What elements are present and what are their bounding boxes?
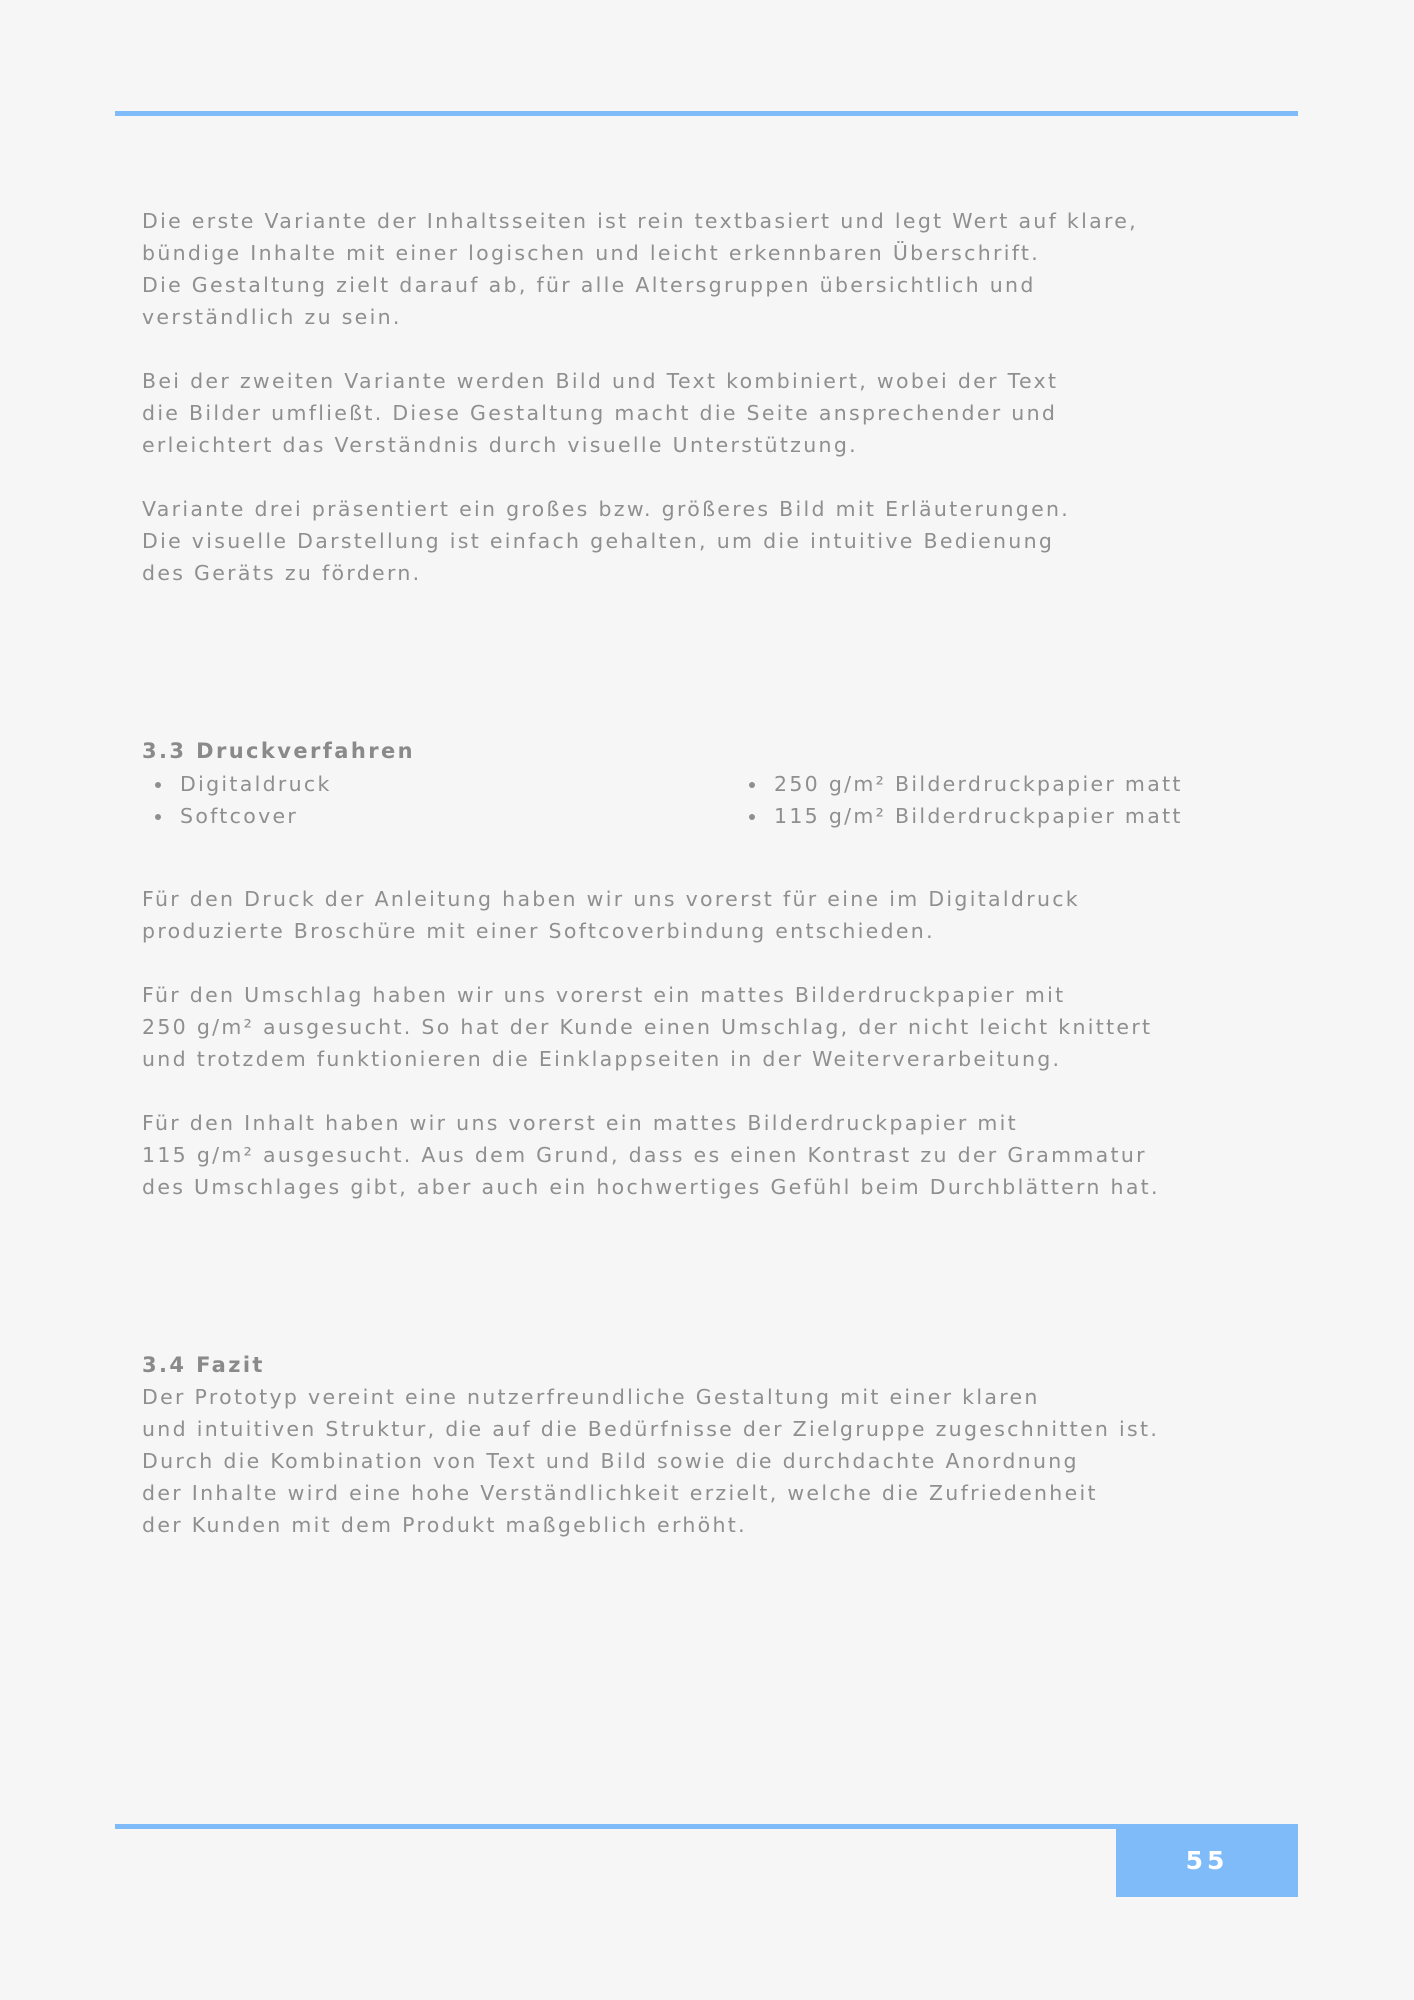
druck-paragraph-2: Für den Umschlag haben wir uns vorerst ein mattes Bilderdruckpapier mit 250 g/m² ausgesucht. So hat der Kunde einen Umschlag, der nicht leicht knittert und trotzdem funktionieren die Einklappseiten in der Weiterverarbeitung. bbox=[142, 983, 1153, 1071]
list-item: 250 g/m² Bilderdruckpapier matt bbox=[736, 768, 1183, 800]
intro-paragraph-1: Die erste Variante der Inhaltsseiten ist rein textbasiert und legt Wert auf klare, bündige Inhalte mit einer logischen und leicht erkennbaren Überschrift. Die Gestaltung zielt darauf ab, für alle Altersgruppen übersichtlich und verständlich zu sein. bbox=[142, 209, 1138, 329]
intro-section bbox=[142, 205, 1292, 589]
intro-paragraph-2: Bei der zweiten Variante werden Bild und Text kombiniert, wobei der Text die Bilder umfließt. Diese Gestaltung macht die Seite ansprechender und erleichtert das Verständnis durch visuelle Unterstützung. bbox=[142, 369, 1059, 457]
list-item: Digitaldruck bbox=[142, 768, 736, 800]
page-number: 55 bbox=[1185, 1846, 1229, 1875]
druck-paragraph-3: Für den Inhalt haben wir uns vorerst ein mattes Bilderdruckpapier mit 115 g/m² ausgesucht. Aus dem Grund, dass es einen Kontrast zu der Grammatur des Umschlages gibt, aber auch ein hochwertiges Gefühl beim Durchblättern hat. bbox=[142, 1111, 1160, 1199]
section-heading-druckverfahren: 3.3 Druckverfahren bbox=[142, 739, 415, 763]
page-number-badge bbox=[1116, 1824, 1298, 1897]
list-item: 115 g/m² Bilderdruckpapier matt bbox=[736, 800, 1183, 832]
fazit-paragraph: Der Prototyp vereint eine nutzerfreundliche Gestaltung mit einer klaren und intuitiven Struktur, die auf die Bedürfnisse der Zielgruppe zugeschnitten ist. Durch die Kombination von Text und Bild sowie die durchdachte Anordnung der Inhalte wird eine hohe Verständlichkeit erzielt, welche die Zufriedenheit der Kunden mit dem Produkt maßgeblich erhöht. bbox=[142, 1385, 1160, 1537]
druck-bullet-columns bbox=[142, 768, 1302, 832]
druck-paragraphs bbox=[142, 883, 1292, 1203]
bullet-list-left bbox=[142, 768, 736, 832]
bullet-list-right bbox=[736, 768, 1183, 832]
intro-paragraph-3: Variante drei präsentiert ein großes bzw. größeres Bild mit Erläuterungen. Die visuelle Darstellung ist einfach gehalten, um die intuitive Bedienung des Geräts zu fördern. bbox=[142, 497, 1071, 585]
section-heading-fazit: 3.4 Fazit bbox=[142, 1353, 265, 1377]
list-item: Softcover bbox=[142, 800, 736, 832]
druck-heading-wrap bbox=[142, 735, 1292, 767]
druck-paragraph-1: Für den Druck der Anleitung haben wir uns vorerst für eine im Digitaldruck produzierte Broschüre mit einer Softcoverbindung entschieden. bbox=[142, 887, 1080, 943]
fazit-section bbox=[142, 1349, 1292, 1541]
header-rule bbox=[115, 111, 1298, 116]
